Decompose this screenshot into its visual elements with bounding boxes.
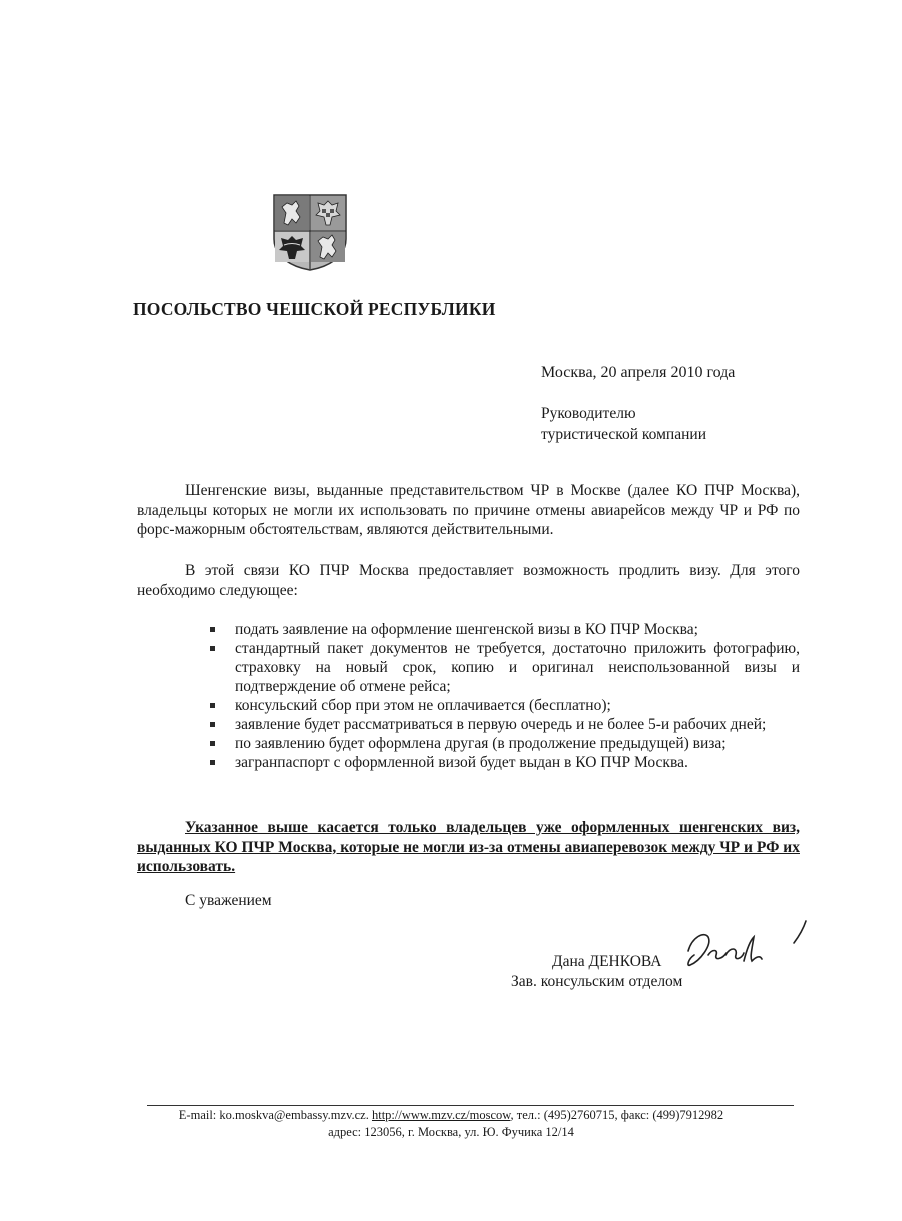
- bullet-icon: [210, 760, 215, 765]
- footer-divider: [147, 1105, 794, 1106]
- list-item: по заявлению будет оформлена другая (в продолжение предыдущей) виза;: [207, 734, 800, 753]
- embassy-title: ПОСОЛЬСТВО ЧЕШСКОЙ РЕСПУБЛИКИ: [133, 299, 496, 319]
- signer-position: Зав. консульским отделом: [511, 973, 683, 990]
- recipient-line: Руководителю: [541, 405, 636, 422]
- recipient-block: [541, 403, 706, 445]
- notice-paragraph: Указанное выше касается только владельцев уже оформленных шенгенских виз, выданных КО ПЧР Москва, которые не могли из-за отмены авиаперевозок между ЧР и РФ их использовать.: [137, 819, 800, 875]
- footer-phone-fax: , тел.: (495)2760715, факс: (499)7912982: [510, 1108, 724, 1122]
- list-item: консульский сбор при этом не оплачивается (бесплатно);: [207, 696, 800, 715]
- list-item: загранпаспорт с оформленной визой будет выдан в КО ПЧР Москва.: [207, 753, 800, 772]
- letter-date: Москва, 20 апреля 2010 года: [541, 364, 736, 381]
- footer-address: адрес: 123056, г. Москва, ул. Ю. Фучика 12/14: [328, 1125, 574, 1139]
- bullet-icon: [210, 627, 215, 632]
- requirements-list: [207, 620, 800, 772]
- closing-phrase: С уважением: [185, 892, 272, 909]
- paragraph-extension: В этой связи КО ПЧР Москва предоставляет возможность продлить визу. Для этого необходимо следующее:: [137, 562, 800, 599]
- bullet-icon: [210, 703, 215, 708]
- list-item: заявление будет рассматриваться в первую очередь и не более 5-и рабочих дней;: [207, 715, 800, 734]
- signer-name: Дана ДЕНКОВА: [552, 953, 662, 970]
- bullet-icon: [210, 741, 215, 746]
- czech-coat-of-arms-icon: [272, 193, 348, 271]
- list-item: подать заявление на оформление шенгенской визы в КО ПЧР Москва;: [207, 620, 800, 639]
- bullet-icon: [210, 646, 215, 651]
- bullet-icon: [210, 722, 215, 727]
- list-item: стандартный пакет документов не требуется, достаточно приложить фотографию, страховку на новый срок, копию и оригинал неиспользованной визы и подтверждение об отмене рейса;: [207, 639, 800, 696]
- handwritten-signature: [682, 915, 812, 977]
- footer-contacts: [0, 1108, 902, 1123]
- footer-website-link[interactable]: http://www.mzv.cz/moscow: [371, 1108, 511, 1122]
- paragraph-visa-validity: Шенгенские визы, выданные представительством ЧР в Москве (далее КО ПЧР Москва), владельцы которых не могли их использовать по причине отмены авиарейсов между ЧР и РФ по форс-мажорным обстоятельствам, являются действительными.: [137, 482, 800, 538]
- footer-email: E-mail: ko.moskva@embassy.mzv.cz.: [178, 1108, 369, 1122]
- recipient-line: туристической компании: [541, 426, 706, 443]
